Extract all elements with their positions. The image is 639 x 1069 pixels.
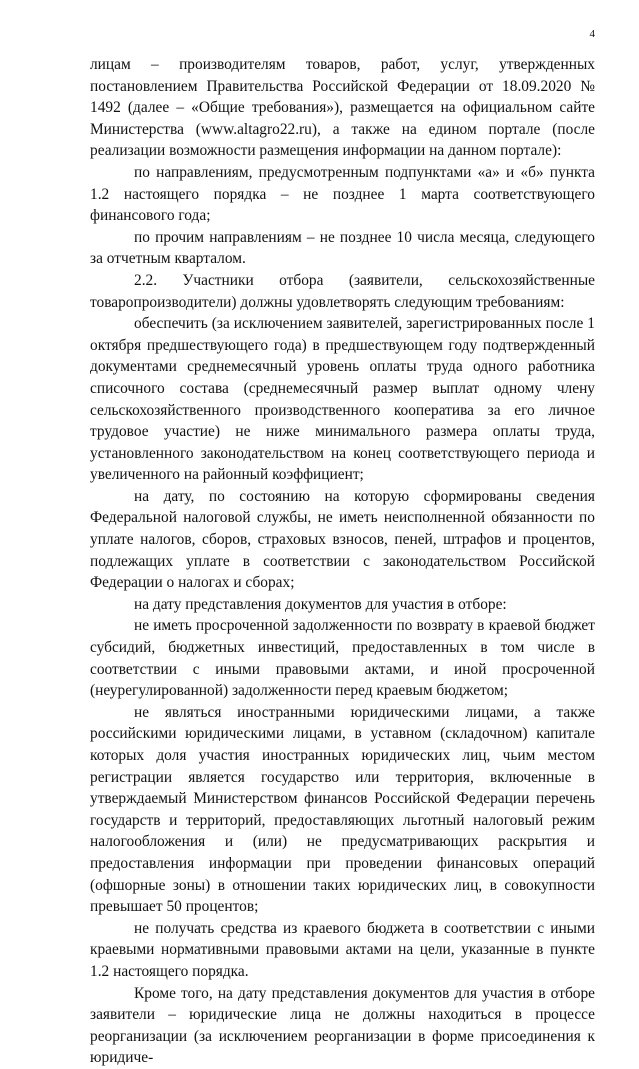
page-number: 4 (589, 28, 595, 40)
paragraph-requirement-no-debt: не иметь просроченной задолженности по возврату в краевой бюджет субсидий, бюджетных инвестиций, предоставленных в том числе в соответствии с иными правовыми актами, и иной просроченной (неурегулированной) задолженности перед краевым бюджетом; (90, 617, 595, 700)
paragraph-requirement-taxes: на дату, по состоянию на которую сформированы сведения Федеральной налоговой службы, не иметь неисполненной обязанности по уплате налогов, сборов, страховых взносов, пеней, штрафов и процентов, подлежащих уплате в соответствии с законодательством Российской Федерации о налогах и сборах; (90, 487, 595, 592)
paragraph-reorganization: Кроме того, на дату представления документов для участия в отборе заявители – юридические лица не должны находиться в процессе реорганизации (за исключением реорганизации в форме присоединения к юридиче- (90, 984, 595, 1067)
paragraph-section-2-2: 2.2. Участники отбора (заявители, сельскохозяйственные товаропроизводители) должны удовлетворять следующим требованиям: (90, 271, 595, 311)
paragraph-deadline-a-b: по направлениям, предусмотренным подпунктами «а» и «б» пункта 1.2 настоящего порядка – не позднее 1 марта соответствующего финансового года; (90, 163, 595, 225)
paragraph-deadline-other: по прочим направлениям – не позднее 10 числа месяца, следующего за отчетным кварталом. (90, 228, 595, 268)
document-body (90, 54, 595, 1069)
paragraph-requirement-date-intro: на дату представления документов для участия в отборе: (134, 595, 507, 613)
paragraph-requirement-not-foreign: не являться иностранными юридическими лицами, а также российскими юридическими лицами, в уставном (складочном) капитале которых доля участия иностранных юридических лиц, чьим местом регистрации является государство или территория, включенные в утверждаемый Министерством финансов Российской Федерации перечень государств и территорий, предоставляющих льготный налоговый режим налогообложения и (или) не предусматривающих раскрытия и предоставления информации при проведении финансовых операций (офшорные зоны) в отношении таких юридических лиц, в совокупности превышает 50 процентов; (90, 703, 595, 916)
paragraph-requirement-no-other-funds: не получать средства из краевого бюджета в соответствии с иными краевыми нормативными правовыми актами на цели, указанные в пункте 1.2 настоящего порядка. (90, 919, 595, 980)
paragraph-requirement-wages: обеспечить (за исключением заявителей, зарегистрированных после 1 октября предшествующего года) в предшествующем году подтвержденный документами среднемесячный уровень оплаты труда одного работника списочного состава (среднемесячный размер выплат одному члену сельскохозяйственного производственного кооператива за его личное трудовое участие) не ниже минимального размера оплаты труда, установленного законодательством на конец соответствующего периода и увеличенного на районный коэффициент; (90, 315, 595, 484)
paragraph-continuation: лицам – производителям товаров, работ, услуг, утвержденных постановлением Правительства Российской Федерации от 18.09.2020 № 1492 (далее – «Общие требования»), размещается на официальном сайте Министерства (www.altagro22.ru), а также на едином портале (после реализации возможности размещения информации на данном портале): (90, 56, 595, 160)
